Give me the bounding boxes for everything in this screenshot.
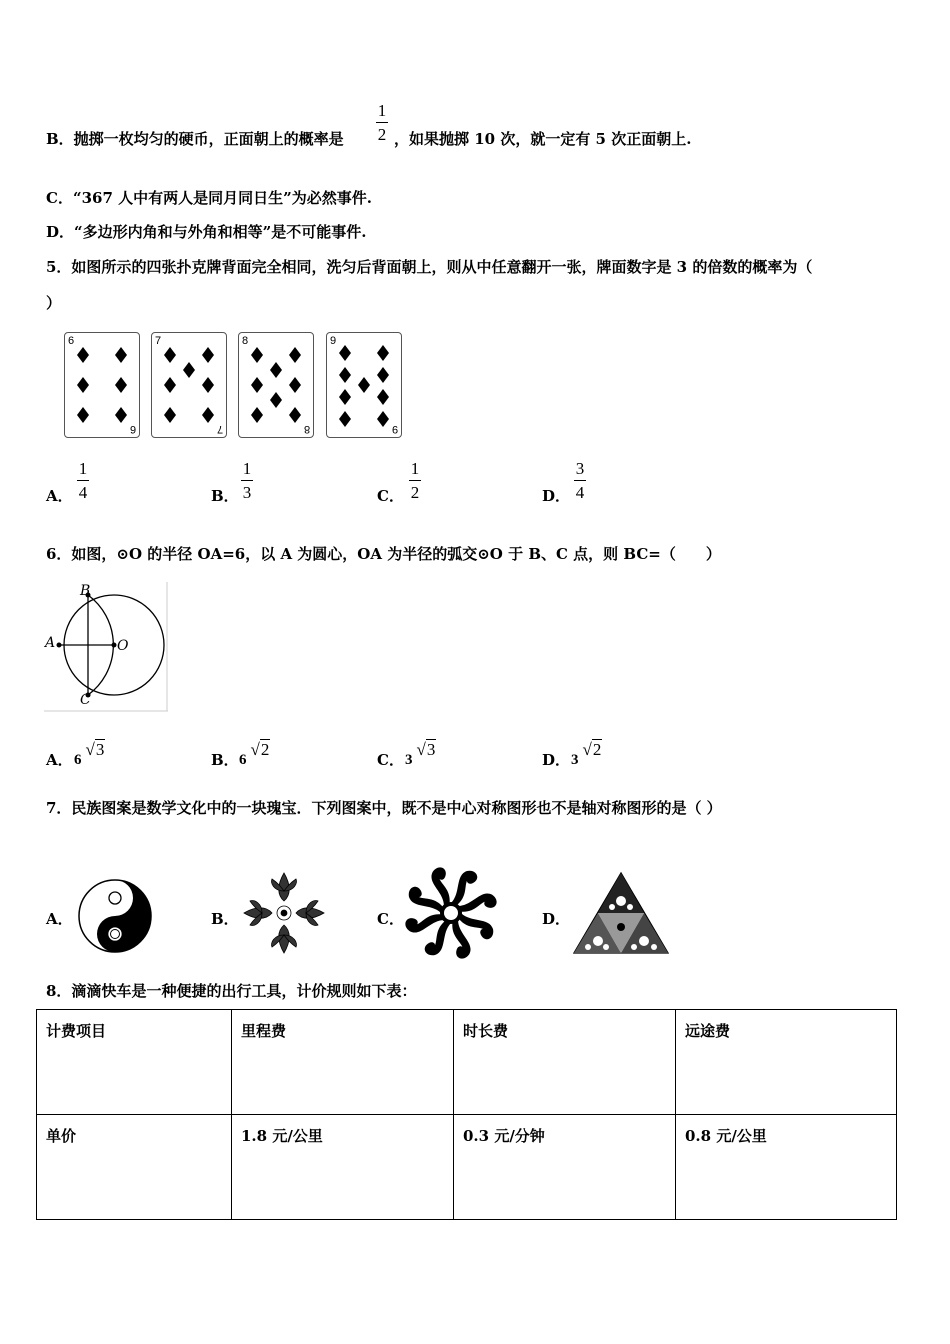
fraction-numerator: 1 (78, 459, 88, 478)
coefficient: 3 (405, 752, 413, 768)
card-rank: 7 (155, 335, 162, 347)
q5-option-d-label: D． (542, 487, 571, 505)
q6-option-b-label: B． (211, 751, 239, 769)
q7-option-c-label: C． (377, 910, 404, 928)
q5-question-text: 5．如图所示的四张扑克牌背面完全相同，洗匀后背面朝上，则从中任意翻开一张，牌面数字是 3 的倍数的概率为（ (46, 258, 813, 276)
diamond-pips-icon (152, 333, 226, 437)
coefficient: 6 (239, 752, 247, 768)
card-rank-inverted: 8 (303, 423, 310, 435)
q4-option-b-suffix: ，如果抛掷 10 次，就一定有 5 次正面朝上. (394, 130, 692, 148)
table-row (37, 1115, 897, 1220)
diamond-pips-icon (65, 333, 139, 437)
q5-option-b-label: B． (211, 487, 239, 505)
playing-card-6 (64, 332, 140, 438)
q6-option-d-label: D． (542, 751, 571, 769)
diamond-pips-icon (327, 333, 401, 437)
q6-option-c-value: 3√3 (405, 740, 436, 768)
q6-option-b-value: 6√2 (239, 740, 270, 768)
fraction-denominator: 2 (377, 125, 387, 144)
q7-option-b-label: B． (211, 910, 239, 928)
fraction-numerator: 1 (242, 459, 252, 478)
q6-option-a-label: A． (46, 751, 73, 769)
table-header-cell: 里程费 (232, 1010, 454, 1115)
q5-option-c-label: C． (377, 487, 404, 505)
coefficient: 6 (74, 752, 82, 768)
patterned-triangle-icon (572, 871, 670, 955)
table-header-cell: 时长费 (454, 1010, 676, 1115)
circle-geometry-figure (44, 582, 168, 712)
q4-option-b-fraction (376, 102, 388, 143)
q7-question-text: 7．民族图案是数学文化中的一块瑰宝．下列图案中，既不是中心对称图形也不是轴对称图形的是（ ） (46, 799, 722, 817)
card-rank-inverted: 9 (391, 423, 398, 435)
q5-option-d-fraction (574, 460, 586, 501)
table-cell: 1.8 元/公里 (232, 1115, 454, 1220)
fraction-denominator: 4 (575, 483, 585, 502)
card-rank-inverted: 7 (216, 423, 223, 435)
q4-option-b-prefix: B．抛掷一枚均匀的硬币，正面朝上的概率是 (46, 130, 344, 148)
card-rank-inverted: 6 (129, 423, 136, 435)
table-header-cell: 远途费 (676, 1010, 897, 1115)
q5-question-text-cont: ） (46, 294, 62, 312)
radicand: 2 (260, 740, 270, 759)
floral-cross-pattern-icon (241, 870, 327, 956)
q6-option-d-value: 3√2 (571, 740, 602, 768)
coefficient: 3 (571, 752, 579, 768)
table-cell: 0.8 元/公里 (676, 1115, 897, 1220)
table-cell: 0.3 元/分钟 (454, 1115, 676, 1220)
fraction-denominator: 4 (78, 483, 88, 502)
q6-question-text: 6．如图，⊙O 的半径 OA=6，以 A 为圆心，OA 为半径的弧交⊙O 于 B、C 点，则 BC=（ ） (46, 545, 721, 563)
radicand: 3 (95, 740, 105, 759)
table-header-cell: 计费项目 (37, 1010, 232, 1115)
q5-option-b-fraction (241, 460, 253, 501)
q5-option-c-fraction (409, 460, 421, 501)
table-cell: 单价 (37, 1115, 232, 1220)
q4-option-c: C．“367 人中有两人是同月同日生”为必然事件. (46, 189, 372, 207)
q4-option-d: D．“多边形内角和与外角和相等”是不可能事件. (46, 223, 367, 241)
fraction-numerator: 3 (575, 459, 585, 478)
q6-option-c-label: C． (377, 751, 404, 769)
spiral-flower-pattern-icon (405, 867, 497, 959)
q6-option-a-value: 6√3 (74, 740, 105, 768)
q5-option-a-fraction (77, 460, 89, 501)
q7-option-d-label: D． (542, 910, 571, 928)
q4-option-b (46, 128, 344, 149)
fraction-denominator: 2 (410, 483, 420, 502)
fraction-denominator: 3 (242, 483, 252, 502)
playing-card-7 (151, 332, 227, 438)
fraction-numerator: 1 (377, 101, 387, 120)
q8-question-text: 8．滴滴快车是一种便捷的出行工具，计价规则如下表： (46, 982, 417, 1000)
radicand: 3 (426, 740, 436, 759)
q7-option-a-label: A． (46, 910, 73, 928)
q5-option-a-label: A． (46, 487, 73, 505)
diamond-pips-icon (239, 333, 313, 437)
label-a: A (45, 635, 56, 651)
radicand: 2 (592, 740, 602, 759)
yin-yang-icon (77, 878, 153, 954)
label-o: O (117, 638, 129, 654)
card-rank: 6 (68, 335, 75, 347)
table-header-row (37, 1010, 897, 1115)
playing-card-9 (326, 332, 402, 438)
fraction-numerator: 1 (410, 459, 420, 478)
playing-card-8 (238, 332, 314, 438)
card-rank: 8 (242, 335, 249, 347)
label-c: C (80, 692, 91, 708)
fare-table (36, 1009, 897, 1220)
label-b: B (80, 583, 91, 599)
card-rank: 9 (330, 335, 337, 347)
